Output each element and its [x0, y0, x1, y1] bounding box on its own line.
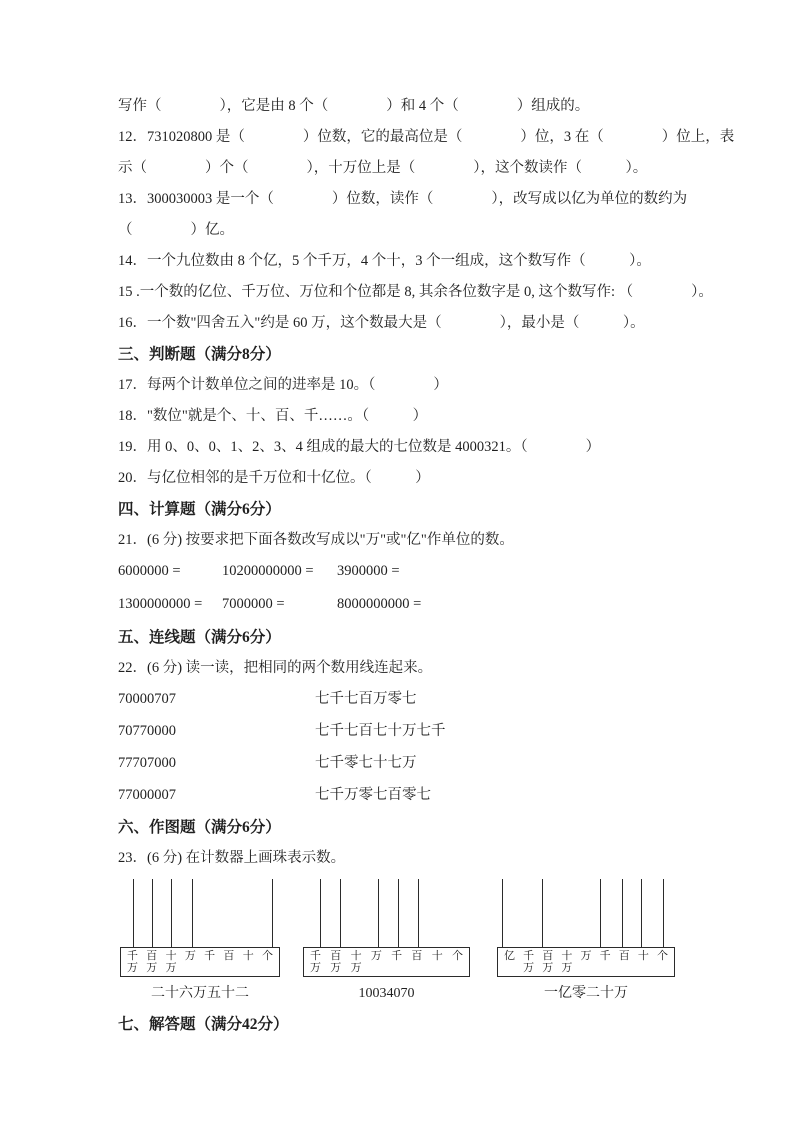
place-label: 十 万 — [165, 950, 177, 974]
counter-rod — [398, 879, 399, 947]
place-label: 万 — [370, 950, 382, 962]
q22-prompt: 22．(6 分) 读一读，把相同的两个数用线连起来。 — [118, 660, 433, 676]
place-label: 亿 — [504, 950, 515, 962]
calc-expression: 7000000 = — [222, 596, 285, 612]
counter-rod — [378, 879, 379, 947]
counter-rod — [133, 879, 134, 947]
place-label: 千 万 — [127, 950, 138, 974]
place-label: 千 万 — [523, 950, 535, 974]
counter-caption: 二十六万五十二 — [151, 986, 249, 1001]
counter-rod — [320, 879, 321, 947]
counter-rod — [340, 879, 341, 947]
counter-rod — [152, 879, 153, 947]
place-label: 十 — [242, 950, 254, 962]
place-label: 百 万 — [146, 950, 158, 974]
counter-rod — [171, 879, 172, 947]
calc-expression: 1300000000 = — [118, 596, 203, 612]
place-label: 十 万 — [561, 950, 573, 974]
place-label: 个 — [657, 950, 668, 962]
section-calc-title: 四、计算题（满分6分） — [118, 501, 281, 518]
section-judge-title: 三、判断题（满分8分） — [118, 346, 281, 363]
counter-rod — [663, 879, 664, 947]
place-label: 百 — [618, 950, 630, 962]
judge-item: 17．每两个计数单位之间的进率是 10。（ ） — [118, 377, 448, 393]
match-number: 70000707 — [118, 691, 176, 707]
q13-line2: （ ）亿。 — [118, 222, 234, 238]
place-label: 千 — [391, 950, 403, 962]
match-row — [118, 721, 696, 741]
q11-continuation-line: 写作（ ），它是由 8 个（ ）和 4 个（ ）组成的。 — [118, 98, 590, 114]
place-label: 百 — [411, 950, 423, 962]
counter-base — [120, 947, 280, 977]
counter-rod — [600, 879, 601, 947]
place-label: 千 — [599, 950, 611, 962]
section-draw-title: 六、作图题（满分6分） — [118, 819, 281, 836]
judge-item: 19．用 0、0、0、1、2、3、4 组成的最大的七位数是 4000321。（ ） — [118, 439, 601, 455]
q12-line1: 12．731020800 是（ ）位数，它的最高位是（ ）位，3 在（ ）位上，表 — [118, 129, 735, 145]
calc-expression: 10200000000 = — [222, 563, 314, 579]
place-label: 十 万 — [350, 950, 362, 974]
counter-rod — [622, 879, 623, 947]
match-number: 77000007 — [118, 787, 176, 803]
calc-conversion-rows — [118, 561, 696, 614]
section-match-title: 五、连线题（满分6分） — [118, 629, 281, 646]
counter-rod — [641, 879, 642, 947]
section-answer-title: 七、解答题（满分42分） — [118, 1016, 289, 1033]
counter-rod — [192, 879, 193, 947]
place-label: 万 — [184, 950, 196, 962]
judge-item: 18．"数位"就是个、十、百、千……。（ ） — [118, 408, 428, 424]
q23-prompt: 23．(6 分) 在计数器上画珠表示数。 — [118, 850, 346, 866]
calc-expression: 6000000 = — [118, 563, 181, 579]
match-row — [118, 785, 696, 805]
q12-line2: 示（ ）个（ ），十万位上是（ ），这个数读作（ ）。 — [118, 160, 648, 176]
counter-base — [497, 947, 675, 977]
counter-rod — [542, 879, 543, 947]
counter-caption: 10034070 — [358, 986, 415, 1001]
match-reading: 七千零七十七万 — [315, 755, 417, 771]
counter-rod — [418, 879, 419, 947]
counting-device-row — [118, 879, 696, 1007]
place-label: 十 — [637, 950, 649, 962]
place-label: 十 — [431, 950, 443, 962]
place-label: 百 万 — [330, 950, 342, 974]
q14-line: 14．一个九位数由 8 个亿，5 个千万，4 个十，3 个一组成，这个数写作（ ）。 — [118, 253, 651, 269]
place-label: 百 — [223, 950, 235, 962]
place-label: 千 万 — [310, 950, 321, 974]
place-label: 千 — [204, 950, 216, 962]
match-reading: 七千七百万零七 — [315, 691, 417, 707]
match-row — [118, 753, 696, 773]
q16-line: 16．一个数"四舍五入"约是 60 万，这个数最大是（ ），最小是（ ）。 — [118, 315, 645, 331]
judge-item: 20．与亿位相邻的是千万位和十亿位。（ ） — [118, 470, 430, 486]
match-number: 77707000 — [118, 755, 176, 771]
q15-line: 15 .一个数的亿位、千万位、万位和个位都是 8, 其余各位数字是 0, 这个数写作: （ ）。 — [118, 284, 713, 300]
q21-prompt: 21．(6 分) 按要求把下面各数改写成以"万"或"亿"作单位的数。 — [118, 532, 514, 548]
calc-row — [118, 561, 696, 581]
q13-line1: 13．300030003 是一个（ ）位数，读作（ ），改写成以亿为单位的数约为 — [118, 191, 688, 207]
place-label: 个 — [261, 950, 273, 962]
calc-expression: 3900000 = — [337, 563, 400, 579]
counter-rod — [272, 879, 273, 947]
counter-rod — [502, 879, 503, 947]
calc-expression: 8000000000 = — [337, 596, 422, 612]
counter-base — [303, 947, 470, 977]
worksheet-content — [118, 96, 735, 1045]
match-pair-list — [118, 689, 696, 805]
calc-row — [118, 594, 696, 614]
place-label: 个 — [451, 950, 463, 962]
place-label: 百 万 — [542, 950, 554, 974]
match-row — [118, 689, 696, 709]
judge-question-list — [118, 375, 696, 488]
counter-caption: 一亿零二十万 — [544, 986, 628, 1001]
match-reading: 七千万零七百零七 — [315, 787, 431, 803]
match-number: 70770000 — [118, 723, 176, 739]
place-label: 万 — [580, 950, 592, 962]
match-reading: 七千七百七十万七千 — [315, 723, 446, 739]
